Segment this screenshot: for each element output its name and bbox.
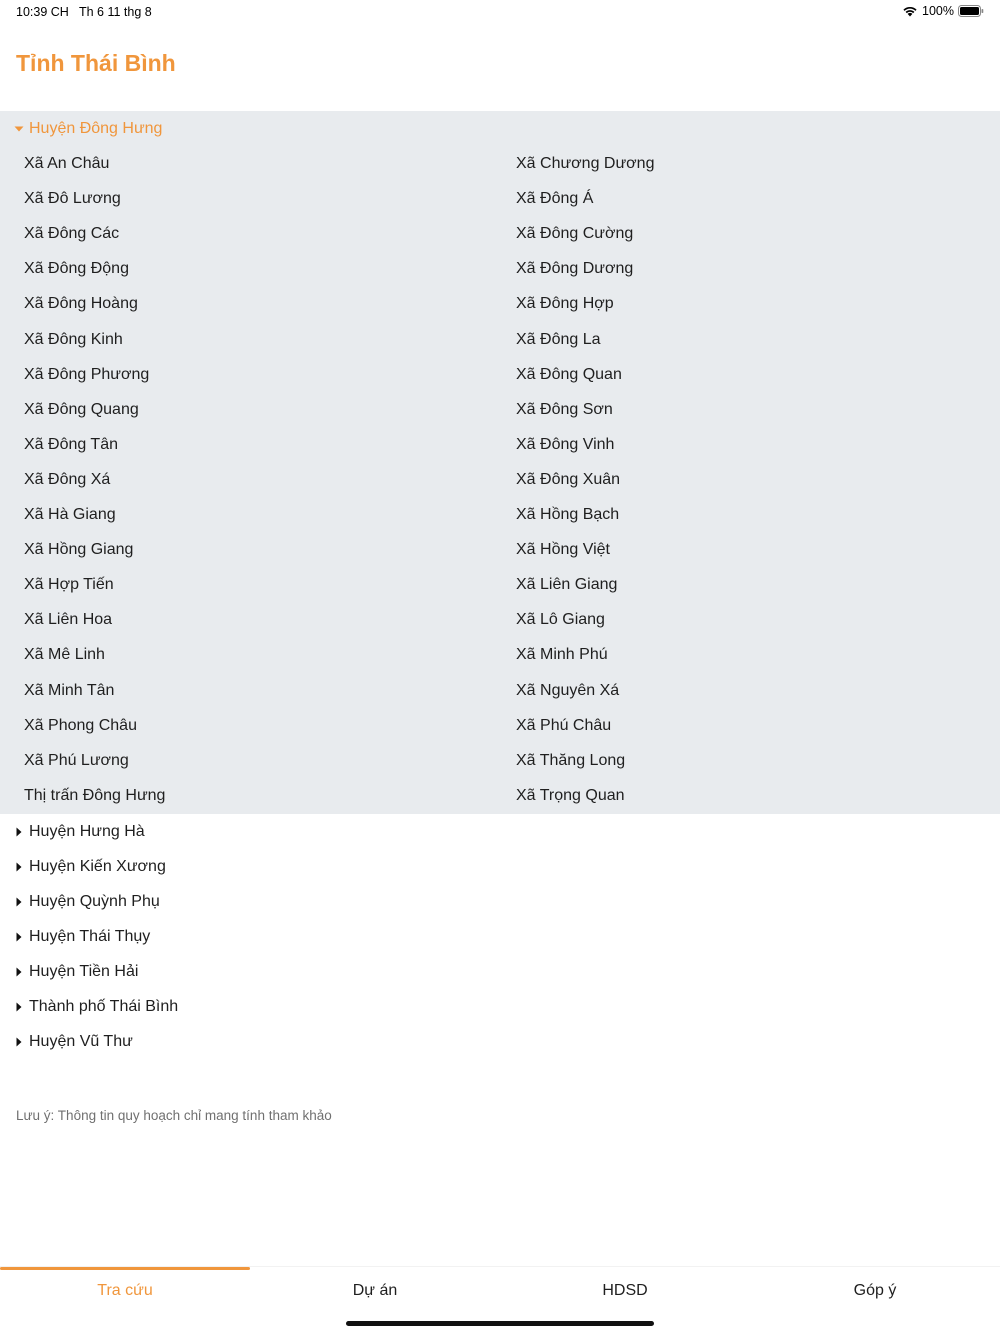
commune-item[interactable]: Xã Lô Giang [516, 611, 605, 629]
district-name: Huyện Đông Hưng [29, 119, 163, 137]
page-title: Tỉnh Thái Bình [16, 50, 176, 76]
commune-item[interactable]: Xã Đông Tân [24, 435, 118, 453]
caret-down-icon [12, 122, 26, 136]
tab-hdsd[interactable]: HDSD [602, 1282, 648, 1299]
commune-item[interactable]: Xã Đông Dương [516, 260, 634, 278]
commune-item[interactable]: Xã Phong Châu [24, 716, 137, 734]
wifi-icon [902, 5, 918, 17]
caret-right-icon [12, 860, 26, 874]
district-header[interactable] [0, 814, 1000, 849]
commune-item[interactable]: Xã Đông Quan [516, 365, 622, 383]
tab-tra-cuu[interactable]: Tra cứu [97, 1282, 153, 1299]
commune-item[interactable]: Xã Phú Châu [516, 716, 612, 734]
caret-right-icon [12, 1000, 26, 1014]
district-header[interactable] [0, 919, 1000, 954]
status-time: 10:39 CH [16, 5, 69, 19]
commune-item[interactable]: Xã Minh Tân [24, 681, 115, 699]
commune-item[interactable]: Xã Đông Hoàng [24, 295, 138, 313]
commune-item[interactable]: Xã Đông Cường [516, 225, 634, 243]
district-header[interactable] [0, 954, 1000, 989]
commune-item[interactable]: Xã Hồng Bạch [516, 506, 620, 523]
commune-item[interactable]: Xã Thăng Long [516, 751, 626, 769]
battery-icon [958, 5, 984, 17]
commune-item[interactable]: Xã Trọng Quan [516, 786, 625, 804]
district-header[interactable] [0, 990, 1000, 1025]
commune-item[interactable]: Xã Đông Á [516, 190, 594, 208]
commune-item[interactable]: Xã Đông Phương [24, 365, 150, 383]
district-name: Huyện Hưng Hà [29, 822, 145, 840]
commune-item[interactable]: Xã Hồng Việt [516, 541, 610, 559]
commune-item[interactable]: Xã Đông Xá [24, 470, 111, 488]
caret-right-icon [12, 1035, 26, 1049]
commune-item[interactable]: Xã Phú Lương [24, 751, 129, 769]
status-bar [0, 0, 1000, 24]
commune-item[interactable]: Xã Đông Vinh [516, 435, 615, 453]
commune-item[interactable]: Xã Đông La [516, 330, 601, 348]
commune-item[interactable]: Xã Đông Xuân [516, 470, 621, 488]
commune-item[interactable]: Xã Đông Động [24, 260, 129, 278]
district-name: Huyện Kiến Xương [29, 857, 166, 875]
district-header[interactable] [0, 1025, 1000, 1060]
commune-item[interactable]: Xã Chương Dương [516, 155, 655, 172]
commune-item[interactable]: Xã Minh Phú [516, 646, 608, 664]
caret-right-icon [12, 930, 26, 944]
district-header[interactable] [0, 849, 1000, 884]
commune-item[interactable]: Xã Đông Quang [24, 400, 139, 418]
status-indicators [902, 4, 984, 18]
district-name: Huyện Tiền Hải [29, 962, 139, 980]
expanded-district-panel [0, 111, 1000, 814]
commune-item[interactable]: Xã An Châu [24, 155, 110, 172]
commune-item[interactable]: Xã Đông Sơn [516, 400, 613, 418]
commune-item[interactable]: Xã Hồng Giang [24, 541, 134, 559]
tab-du-an[interactable]: Dự án [352, 1282, 398, 1299]
tab-gop-y[interactable]: Góp ý [853, 1282, 897, 1299]
commune-item[interactable]: Xã Nguyên Xá [516, 681, 620, 699]
battery-percent: 100% [922, 4, 954, 18]
commune-item[interactable]: Xã Mê Linh [24, 646, 105, 664]
district-name: Huyện Vũ Thư [29, 1033, 133, 1051]
district-name: Thành phố Thái Bình [29, 998, 179, 1015]
district-header[interactable] [0, 884, 1000, 919]
commune-item[interactable]: Xã Đông Hợp [516, 295, 614, 313]
home-indicator[interactable] [346, 1321, 654, 1326]
district-header-dong-hung[interactable] [0, 111, 1000, 146]
status-date: Th 6 11 thg 8 [79, 5, 152, 19]
commune-item[interactable]: Xã Đô Lương [24, 190, 121, 208]
commune-item[interactable]: Thị trấn Đông Hưng [24, 786, 166, 804]
commune-item[interactable]: Xã Đông Các [24, 225, 120, 243]
district-name: Huyện Thái Thụy [29, 927, 151, 945]
caret-right-icon [12, 965, 26, 979]
district-name: Huyện Quỳnh Phụ [29, 892, 160, 910]
commune-item[interactable]: Xã Hà Giang [24, 506, 116, 523]
commune-item[interactable]: Xã Liên Hoa [24, 611, 113, 629]
disclaimer-note: Lưu ý: Thông tin quy hoạch chỉ mang tính tham khảo [16, 1108, 332, 1123]
commune-item[interactable]: Xã Đông Kinh [24, 330, 123, 348]
commune-item[interactable]: Xã Hợp Tiến [24, 576, 114, 594]
commune-item[interactable]: Xã Liên Giang [516, 576, 618, 594]
caret-right-icon [12, 895, 26, 909]
caret-right-icon [12, 825, 26, 839]
